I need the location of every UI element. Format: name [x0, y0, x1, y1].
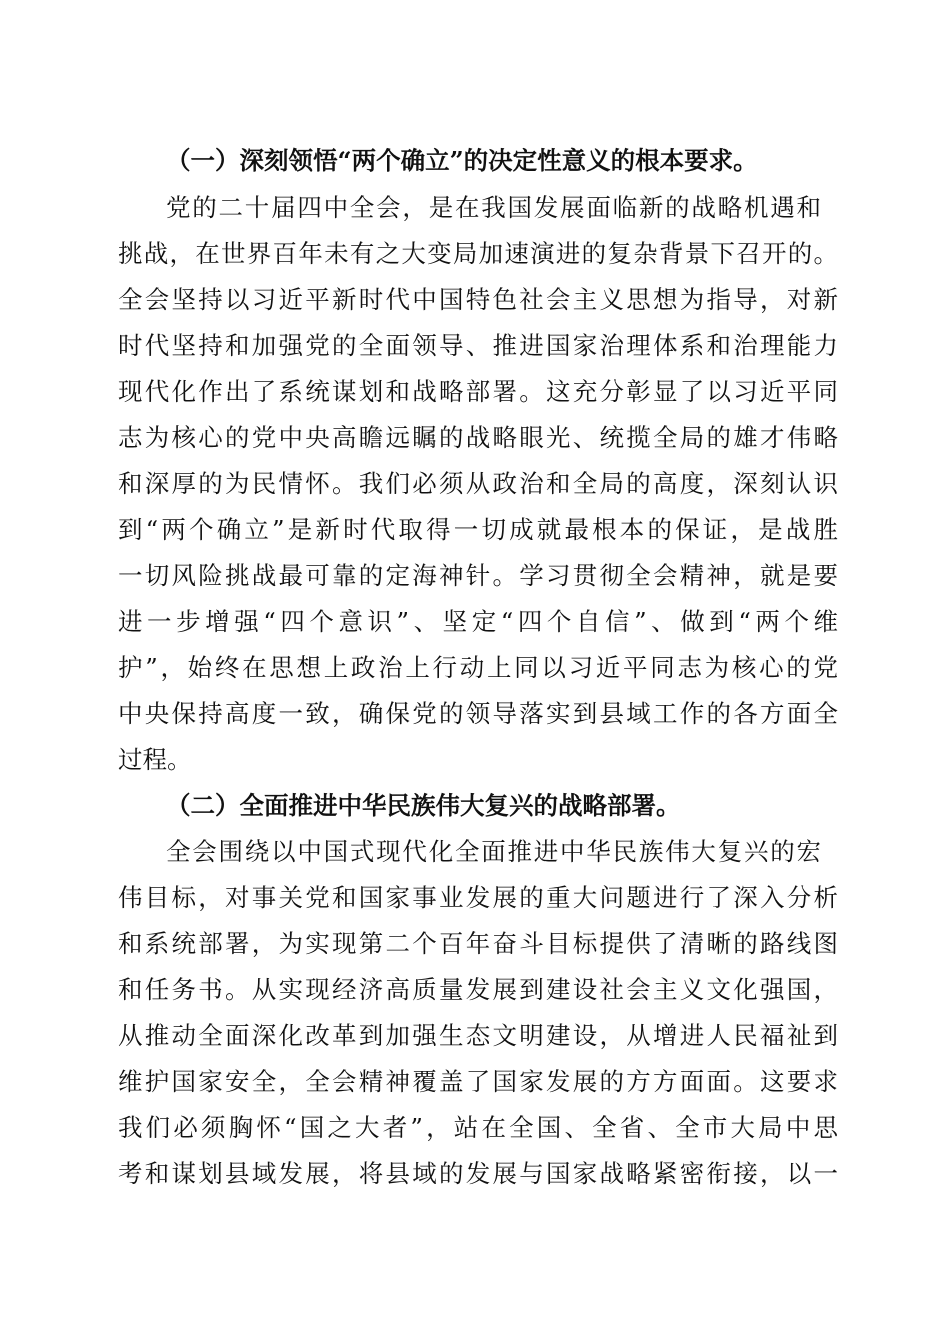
paragraph-line: 时代坚持和加强党的全面领导、推进国家治理体系和治理能力: [118, 331, 838, 360]
paragraph-line: 一切风险挑战最可靠的定海神针。学习贯彻全会精神，就是要: [118, 561, 838, 590]
paragraph-line: 党的二十届四中全会，是在我国发展面临新的战略机遇和: [166, 193, 821, 222]
paragraph-line: 到“两个确立”是新时代取得一切成就最根本的保证，是战胜: [118, 515, 838, 544]
paragraph-line: 中央保持高度一致，确保党的领导落实到县域工作的各方面全: [118, 699, 838, 728]
paragraph-line: 全会坚持以习近平新时代中国特色社会主义思想为指导，对新: [118, 285, 838, 314]
paragraph-line: 维护国家安全，全会精神覆盖了国家发展的方方面面。这要求: [118, 1067, 838, 1096]
paragraph-line: 护”，始终在思想上政治上行动上同以习近平同志为核心的党: [118, 653, 838, 682]
paragraph-line: 现代化作出了系统谋划和战略部署。这充分彰显了以习近平同: [118, 377, 838, 406]
paragraph-line: 志为核心的党中央高瞻远瞩的战略眼光、统揽全局的雄才伟略: [118, 423, 838, 452]
paragraph-line: 我们必须胸怀“国之大者”，站在全国、全省、全市大局中思: [118, 1113, 838, 1142]
paragraph-line: 伟目标，对事关党和国家事业发展的重大问题进行了深入分析: [118, 883, 838, 912]
section-heading-1: （一）深刻领悟“两个确立”的决定性意义的根本要求。: [166, 146, 758, 175]
paragraph-line: 和系统部署，为实现第二个百年奋斗目标提供了清晰的路线图: [118, 929, 838, 958]
paragraph-line: 挑战，在世界百年未有之大变局加速演进的复杂背景下召开的。: [118, 239, 838, 268]
paragraph-line: 考和谋划县域发展，将县域的发展与国家战略紧密衔接，以一: [118, 1159, 838, 1188]
paragraph-line: 从推动全面深化改革到加强生态文明建设，从增进人民福祉到: [118, 1021, 838, 1050]
section-heading-2: （二）全面推进中华民族伟大复兴的战略部署。: [166, 791, 681, 820]
paragraph-line: 和任务书。从实现经济高质量发展到建设社会主义文化强国，: [118, 975, 838, 1004]
paragraph-line: 和深厚的为民情怀。我们必须从政治和全局的高度，深刻认识: [118, 469, 838, 498]
paragraph-line: 全会围绕以中国式现代化全面推进中华民族伟大复兴的宏: [166, 837, 821, 866]
paragraph-line: 过程。: [118, 745, 192, 774]
paragraph-line: 进一步增强“四个意识”、坚定“四个自信”、做到“两个维: [118, 607, 838, 636]
